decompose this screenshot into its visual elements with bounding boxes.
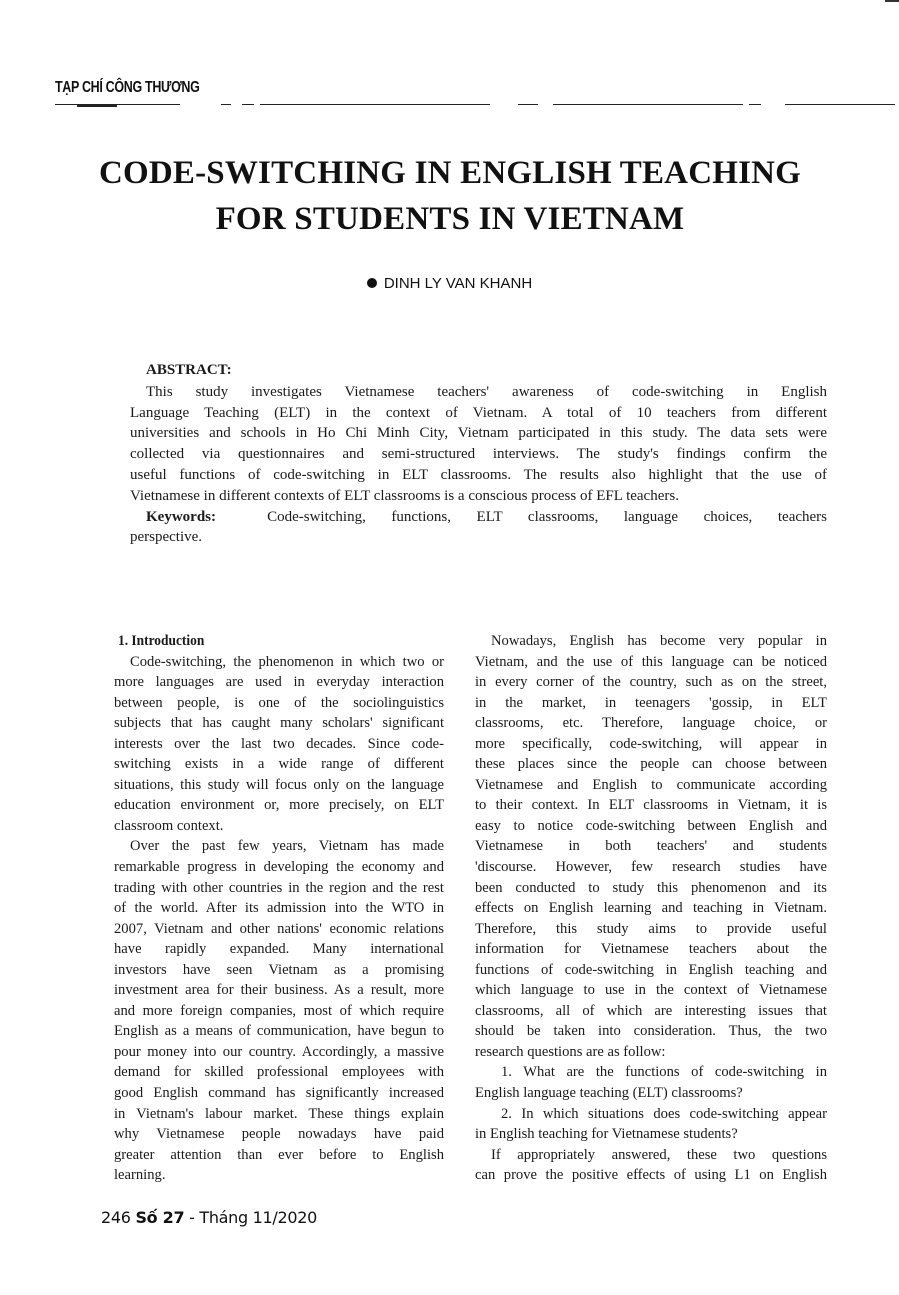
body-text-line: 2. In which situations does code-switching appear [501, 1105, 827, 1122]
right-column [475, 631, 827, 1186]
right-column-body [475, 631, 827, 1186]
body-text-line: subjects that has caught many scholars' significant [114, 715, 444, 732]
title-line-1: CODE-SWITCHING IN ENGLISH TEACHING [98, 155, 802, 191]
article-title [60, 150, 840, 242]
issue-date: Tháng 11/2020 [199, 1208, 318, 1227]
author-name: DINH LY VAN KHANH [383, 275, 533, 292]
body-text-line: between people, is one of the sociolinguistics [114, 694, 444, 711]
body-text-line: English as a means of communication, have begun to [114, 1023, 444, 1040]
body-text-line: Vietnamese in both teachers' and students [475, 838, 827, 855]
body-text-line: in the market, in teenagers 'gossip, in ELT [475, 694, 827, 711]
body-text-line: Over the past few years, Vietnam has made [130, 838, 444, 855]
section-heading: 1. Introduction [118, 633, 205, 649]
body-text-line: investors have seen Vietnam as a promising [114, 961, 444, 978]
body-text-line: greater attention than ever before to English [114, 1146, 444, 1163]
body-text-line: in every corner of the country, such as on the street, [475, 674, 827, 691]
body-text-line: should be taken into consideration. Thus, the two [475, 1023, 827, 1040]
abstract [130, 360, 827, 548]
body-text-line: remarkable progress in developing the economy and [114, 859, 444, 876]
body-text-line: classrooms, all of which are interesting issues that [475, 1002, 827, 1019]
body-text-line: interests over the last two decades. Since code- [114, 735, 444, 752]
journal-name: TẠP CHÍ CÔNG THƯƠNG [55, 79, 200, 96]
body-text-line: in Vietnam's labour market. These things explain [114, 1105, 444, 1122]
keywords-text: Code-switching, functions, ELT classrooms, language choices, teachers [267, 508, 827, 525]
body-text-line: 1. What are the functions of code-switching in [501, 1064, 827, 1081]
body-text-line: learning. [114, 1167, 166, 1184]
left-column [114, 631, 444, 1186]
body-text-line: classrooms, etc. Therefore, language choice, or [475, 715, 827, 732]
keywords-line [130, 507, 827, 528]
author-line [0, 275, 899, 292]
body-text-line: good English command has significantly increased [114, 1085, 444, 1102]
abstract-heading: ABSTRACT: [146, 362, 232, 378]
abstract-line: collected via questionnaires and semi-structured interviews. The study's findings confirm the [130, 446, 827, 463]
body-text-line: English language teaching (ELT) classrooms? [475, 1085, 743, 1102]
body-text-line: more languages are used in everyday interaction [114, 674, 444, 691]
body-text-line: situations, this study will focus only on the language [114, 776, 444, 793]
body-text-line: functions of code-switching in English teaching and [475, 961, 827, 978]
body-text-line: in English teaching for Vietnamese students? [475, 1126, 738, 1143]
body-text-line: investment area for their business. As a result, more [114, 982, 444, 999]
header-rule [55, 104, 895, 114]
body-text-line: effects on English learning and teaching in Vietnam. [475, 900, 827, 917]
body-text-line: 2007, Vietnam and other nations' economic relations [114, 920, 444, 937]
body-text-line: which language to use in the context of Vietnamese [475, 982, 827, 999]
issue-label: Số 27 [135, 1208, 185, 1227]
body-text-line: easy to notice code-switching between English and [475, 817, 827, 834]
body-text-line: 'discourse. However, few research studies have [475, 859, 827, 876]
abstract-line: Language Teaching (ELT) in the context of Vietnam. A total of 10 teachers from different [130, 404, 827, 421]
body-text-line: pour money into our country. Accordingly, a massive [114, 1043, 444, 1060]
page-edge-mark [885, 0, 899, 2]
body-text-line: Vietnamese and English to communicate according [475, 776, 827, 793]
body-text-line: information for Vietnamese teachers about the [475, 941, 827, 958]
body-text-line: Nowadays, English has become very popular in [491, 633, 827, 649]
footer-separator: - [184, 1208, 200, 1227]
body-text-line: have rapidly expanded. Many international [114, 941, 444, 958]
body-text-line: can prove the positive effects of using L1 on English [475, 1167, 827, 1184]
abstract-line: This study investigates Vietnamese teachers' awareness of code-switching in English [146, 383, 827, 400]
body-text-line: why Vietnamese people nowadays have paid [114, 1126, 444, 1143]
body-text-line: research questions are as follow: [475, 1043, 666, 1060]
page-footer [101, 1208, 317, 1227]
body-text-line: trading with other countries in the region and the rest [114, 879, 444, 896]
abstract-line: Vietnamese in different contexts of ELT classrooms is a conscious process of EFL teachers. [130, 487, 679, 504]
keywords-line: perspective. [130, 529, 203, 546]
bullet-icon [367, 278, 377, 288]
title-line-2: FOR STUDENTS IN VIETNAM [215, 201, 685, 237]
body-text-line: classroom context. [114, 817, 224, 834]
body-text-line: and more foreign companies, most of which require [114, 1002, 444, 1019]
abstract-line: universities and schools in Ho Chi Minh City, Vietnam participated in this study. The data sets were [130, 425, 827, 442]
body-text-line: Code-switching, the phenomenon in which two or [130, 653, 444, 670]
body-text-line: been conducted to study this phenomenon and its [475, 879, 827, 896]
page-number: 246 [101, 1208, 131, 1227]
abstract-line: useful functions of code-switching in ELT classrooms. The results also highlight that the use of [130, 466, 827, 483]
keywords-label: Keywords: [146, 508, 216, 525]
body-text-line: more specifically, code-switching, will appear in [475, 735, 827, 752]
body-text-line: of the world. After its admission into the WTO in [114, 900, 444, 917]
left-column-body [114, 652, 444, 1186]
body-text-line: demand for skilled professional employees with [114, 1064, 444, 1081]
body-text-line: education environment or, more precisely, on ELT [114, 797, 444, 814]
body-text-line: Vietnam, and the use of this language can be noticed [475, 653, 827, 670]
body-text-line: Therefore, this study aims to provide useful [475, 920, 827, 937]
body-text-line: these places since the people can choose between [475, 756, 827, 773]
body-text-line: to their context. In ELT classrooms in Vietnam, it is [475, 797, 827, 814]
body-text-line: switching exists in a wide range of different [114, 756, 444, 773]
body-text-line: If appropriately answered, these two questions [491, 1146, 827, 1163]
